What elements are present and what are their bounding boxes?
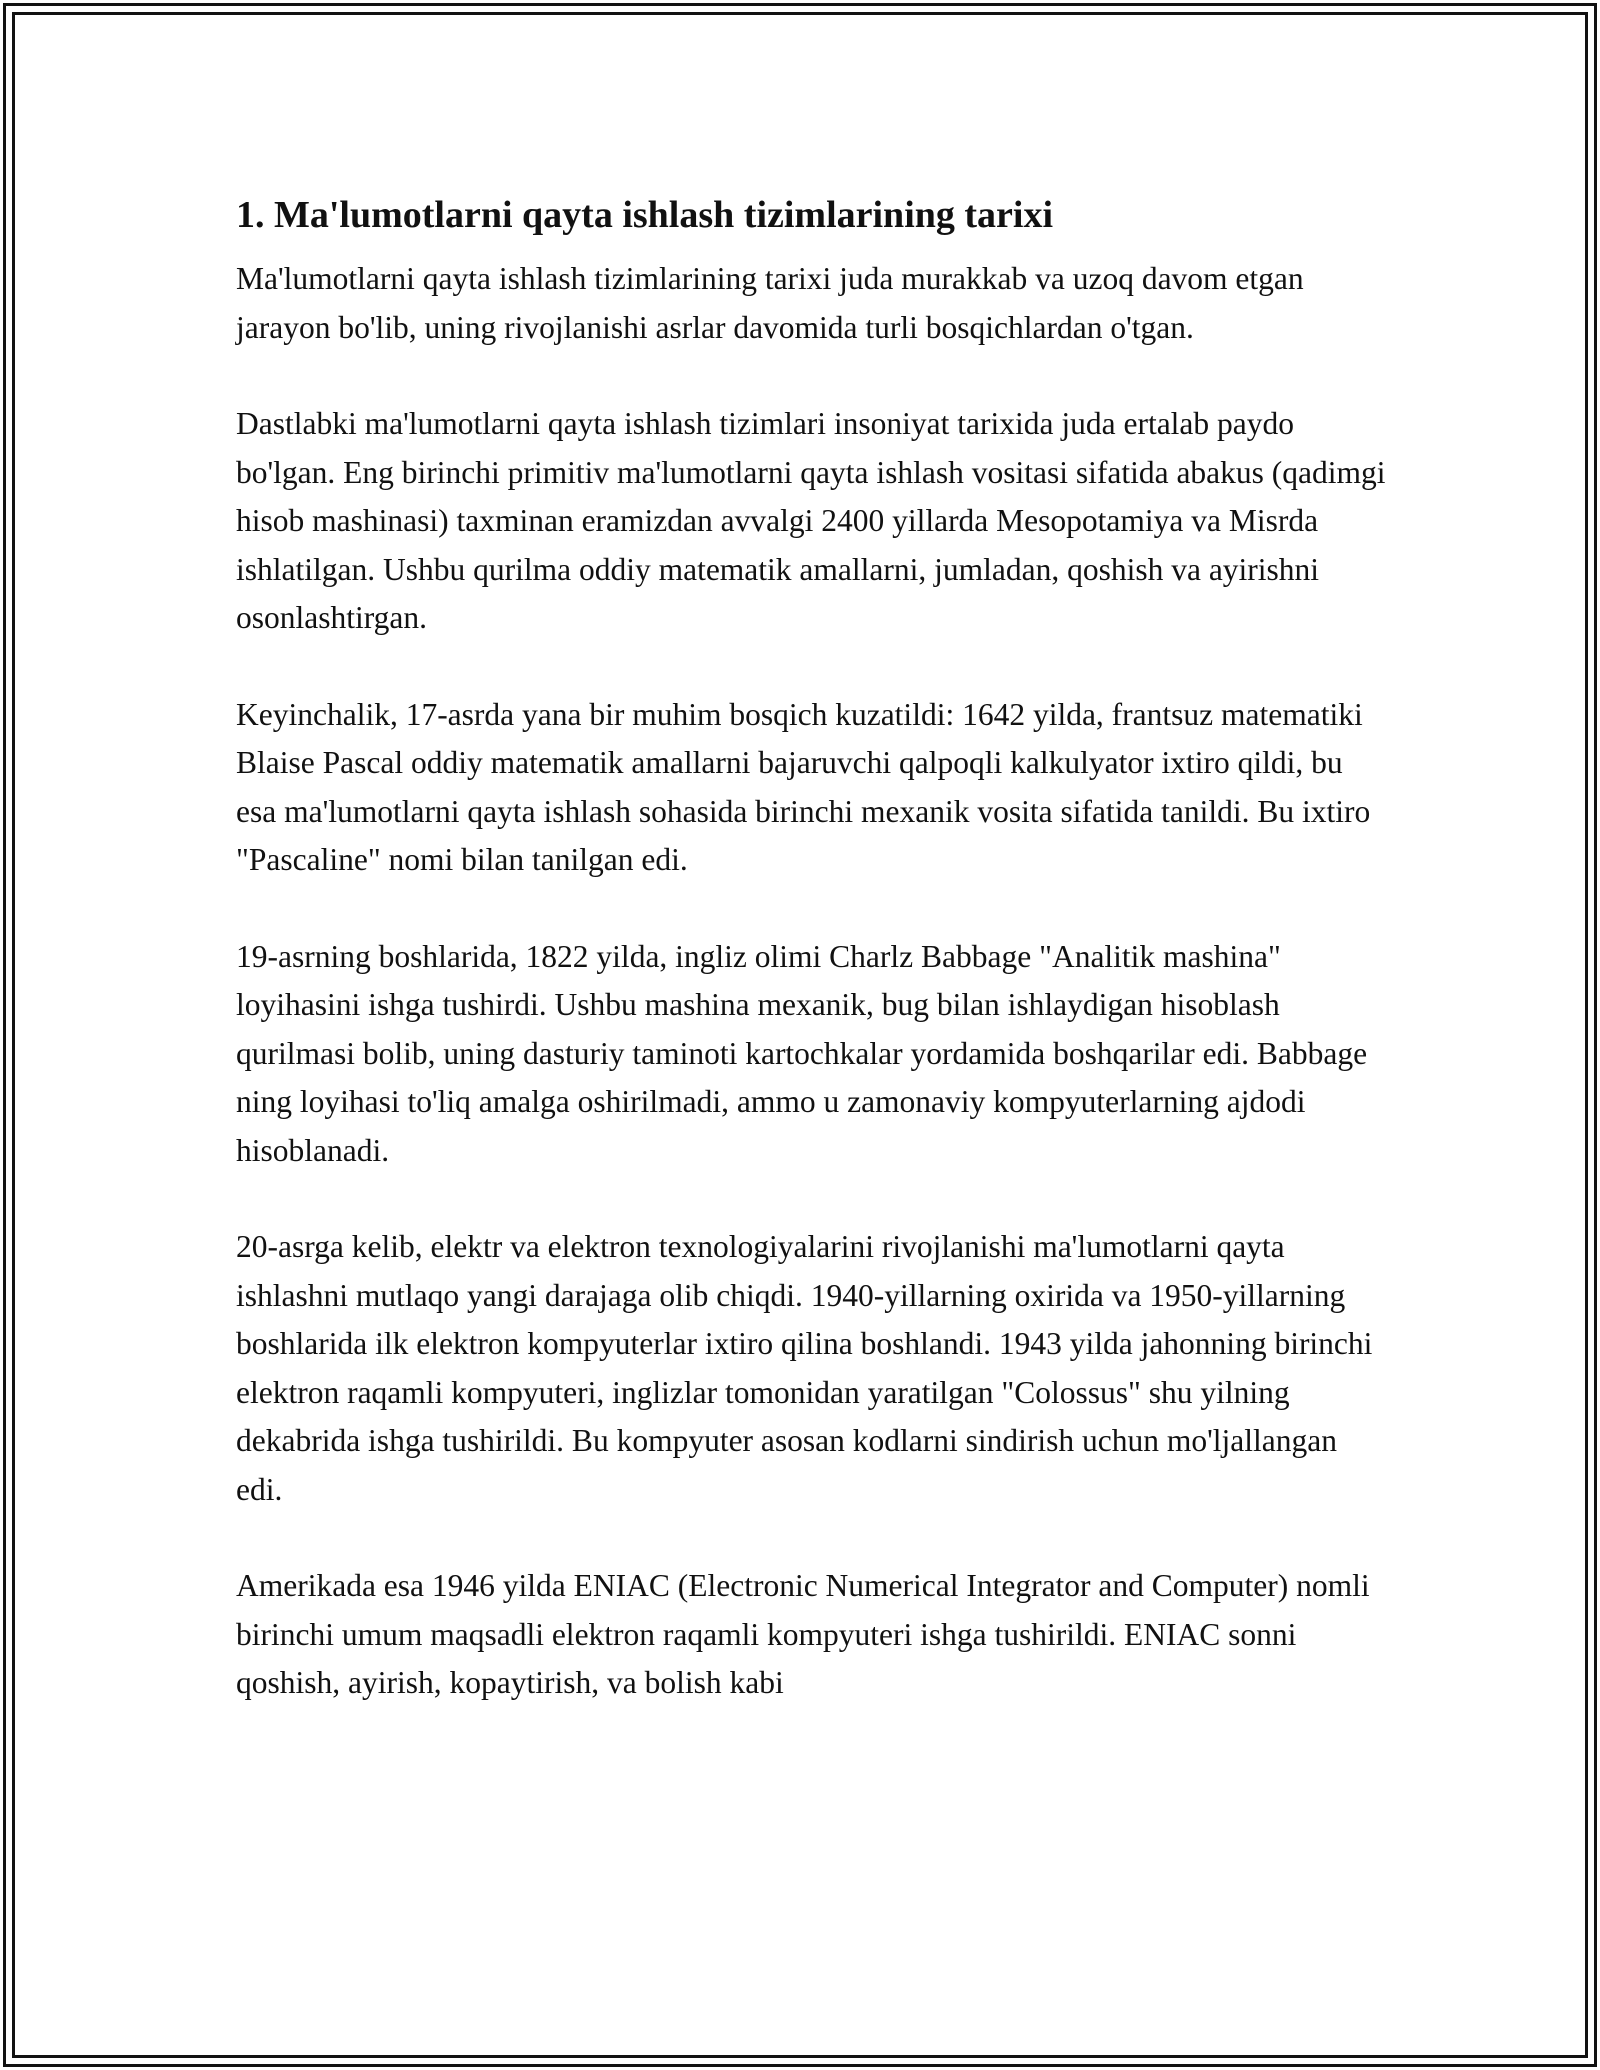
paragraph-pascal: Keyinchalik, 17-asrda yana bir muhim bosqich kuzatildi: 1642 yilda, frantsuz matematiki Blaise Pascal oddiy matematik amallarni bajaruvchi qalpoqli kalkulyator ixtiro qildi, bu esa ma'lumotlarni qayta ishlash sohasida birinchi mexanik vosita sifatida tanildi. Bu ixtiro "Pascaline" nomi bilan tanilgan edi. xyxy=(236,696,1371,877)
section-heading: 1. Ma'lumotlarni qayta ishlash tizimlarining tarixi xyxy=(236,194,1054,236)
paragraph-eniac: Amerikada esa 1946 yilda ENIAC (Electronic Numerical Integrator and Computer) nomli birinchi umum maqsadli elektron raqamli kompyuteri ishga tushirildi. ENIAC sonni qoshish, ayirish, kopaytirish, va bolish kabi xyxy=(236,1568,1370,1700)
paragraph-abacus: Dastlabki ma'lumotlarni qayta ishlash tizimlari insoniyat tarixida juda ertalab paydo bo'lgan. Eng birinchi primitiv ma'lumotlarni qayta ishlash vositasi sifatida abakus (qadimgi hisob mashinasi) taxminan eramizdan avvalgi 2400 yillarda Mesopotamiya va Misrda ishlatilgan. Ushbu qurilma oddiy matematik amallarni, jumladan, qoshish va ayirishni osonlashtirgan. xyxy=(236,406,1386,635)
paragraph-intro: Ma'lumotlarni qayta ishlash tizimlarining tarixi juda murakkab va uzoq davom etgan jarayon bo'lib, uning rivojlanishi asrlar davomida turli bosqichlardan o'tgan. xyxy=(236,261,1304,345)
paragraph-babbage: 19-asrning boshlarida, 1822 yilda, ingliz olimi Charlz Babbage "Analitik mashina" loyihasini ishga tushirdi. Ushbu mashina mexanik, bug bilan ishlaydigan hisoblash qurilmasi bolib, uning dasturiy taminoti kartochkalar yordamida boshqarilar edi. Babbage ning loyihasi to'liq amalga oshirilmadi, ammo u zamonaviy kompyuterlarning ajdodi hisoblanadi. xyxy=(236,938,1368,1168)
document-body xyxy=(236,185,1386,1756)
paragraph-20th-century: 20-asrga kelib, elektr va elektron texnologiyalarini rivojlanishi ma'lumotlarni qayta ishlashni mutlaqo yangi darajaga olib chiqdi. 1940-yillarning oxirida va 1950-yillarning boshlarida ilk elektron kompyuterlar ixtiro qilina boshlandi. 1943 yilda jahonning birinchi elektron raqamli kompyuteri, inglizlar tomonidan yaratilgan "Colossus" shu yilning dekabrida ishga tushirildi. Bu kompyuter asosan kodlarni sindirish uchun mo'ljallangan edi. xyxy=(236,1229,1373,1507)
